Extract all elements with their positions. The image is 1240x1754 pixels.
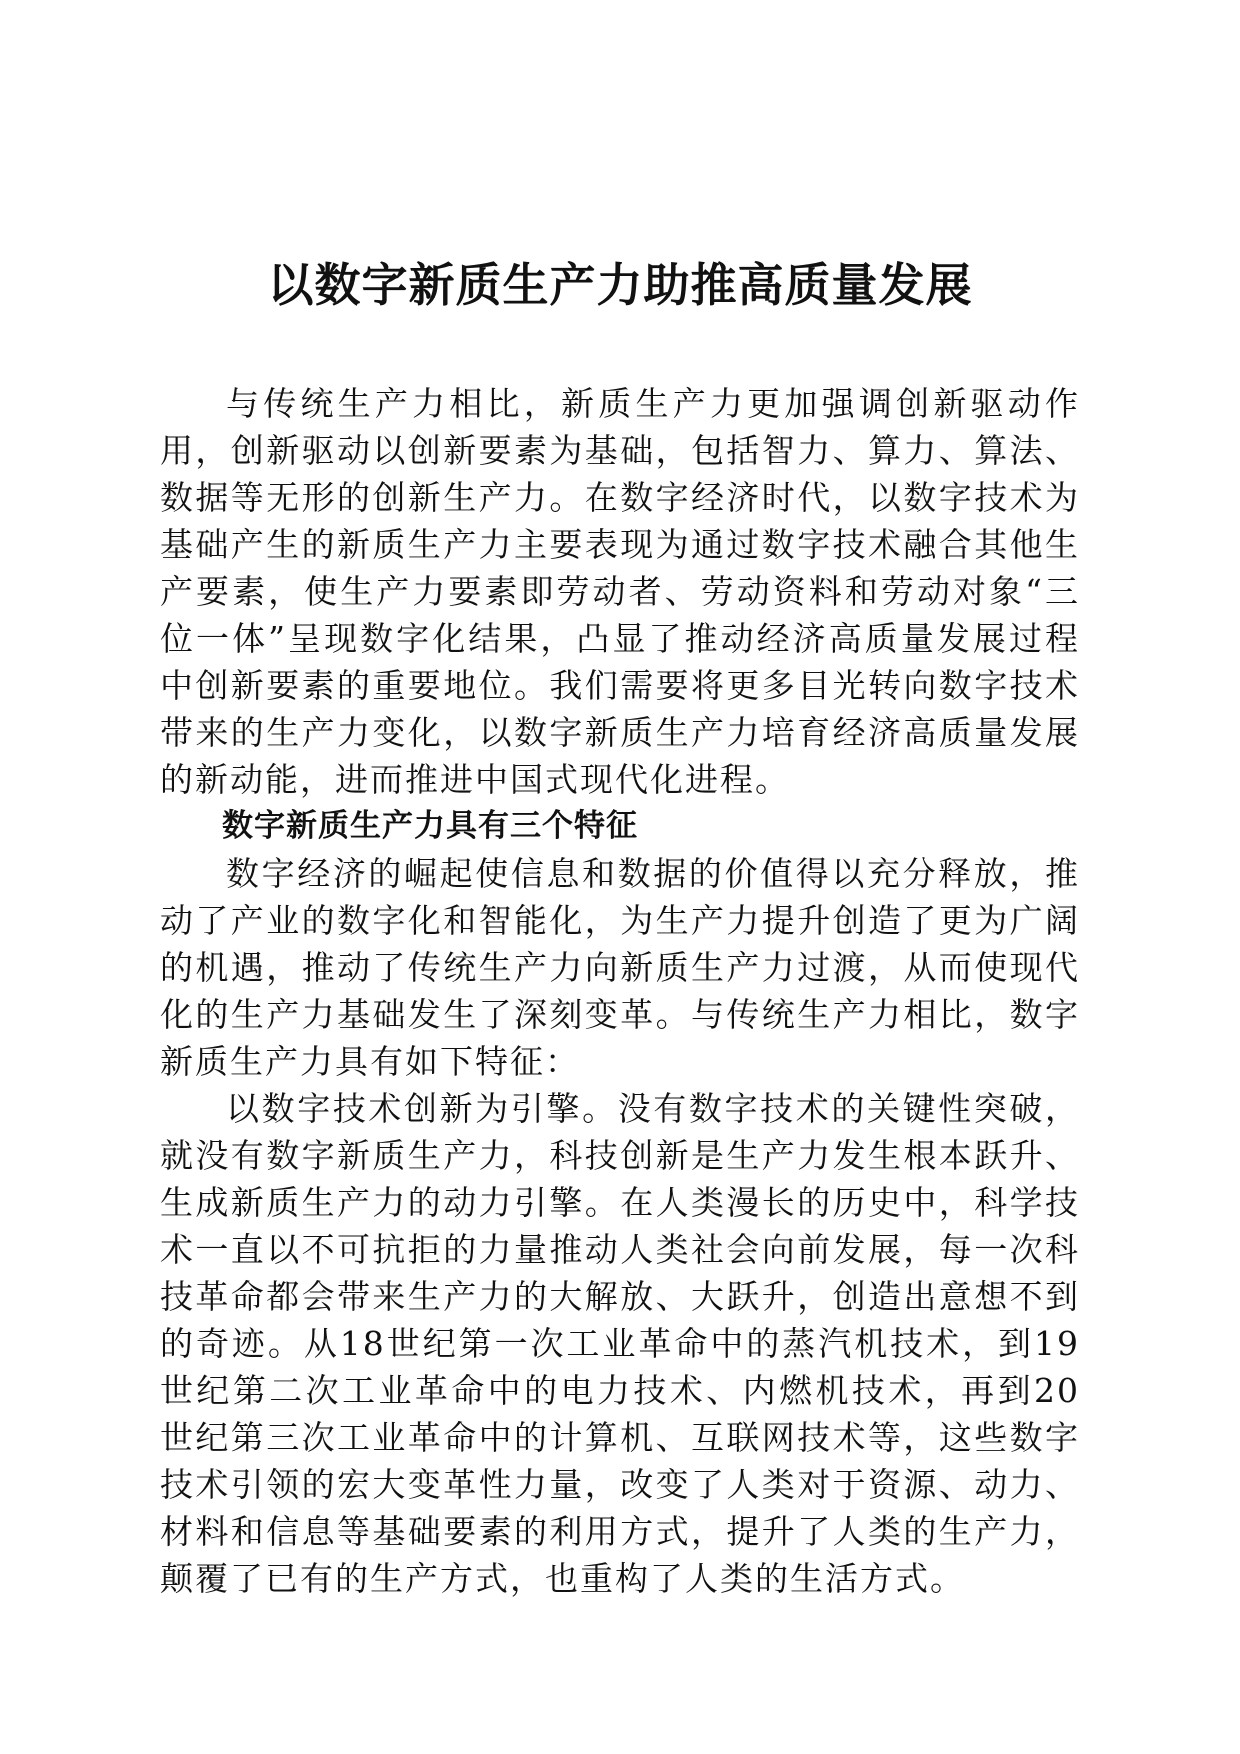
paragraph-intro: 与传统生产力相比，新质生产力更加强调创新驱动作用，创新驱动以创新要素为基础，包括智力、算力、算法、数据等无形的创新生产力。在数字经济时代，以数字技术为基础产生的新质生产力主要表现为通过数字技术融合其他生产要素，使生产力要素即劳动者、劳动资料和劳动对象“三位一体”呈现数字化结果，凸显了推动经济高质量发展过程中创新要素的重要地位。我们需要将更多目光转向数字技术带来的生产力变化，以数字新质生产力培育经济高质量发展的新动能，进而推进中国式现代化进程。 [160,384,1080,799]
paragraph-tech-innovation: 以数字技术创新为引擎。没有数字技术的关键性突破，就没有数字新质生产力，科技创新是生产力发生根本跃升、生成新质生产力的动力引擎。在人类漫长的历史中，科学技术一直以不可抗拒的力量推动人类社会向前发展，每一次科技革命都会带来生产力的大解放、大跃升，创造出意想不到的奇迹。从18世纪第一次工业革命中的蒸汽机技术，到19世纪第二次工业革命中的电力技术、内燃机技术，再到20世纪第三次工业革命中的计算机、互联网技术等，这些数字技术引领的宏大变革性力量，改变了人类对于资源、动力、材料和信息等基础要素的利用方式，提升了人类的生产力，颠覆了已有的生产方式，也重构了人类的生活方式。 [160,1089,1080,1598]
section-heading: 数字新质生产力具有三个特征 [222,808,638,844]
document-title: 以数字新质生产力助推高质量发展 [267,258,973,312]
document-body [160,380,1080,1602]
paragraph-digital-economy: 数字经济的崛起使信息和数据的价值得以充分释放，推动了产业的数字化和智能化，为生产力提升创造了更为广阔的机遇，推动了传统生产力向新质生产力过渡，从而使现代化的生产力基础发生了深刻变革。与传统生产力相比，数字新质生产力具有如下特征： [160,854,1080,1081]
